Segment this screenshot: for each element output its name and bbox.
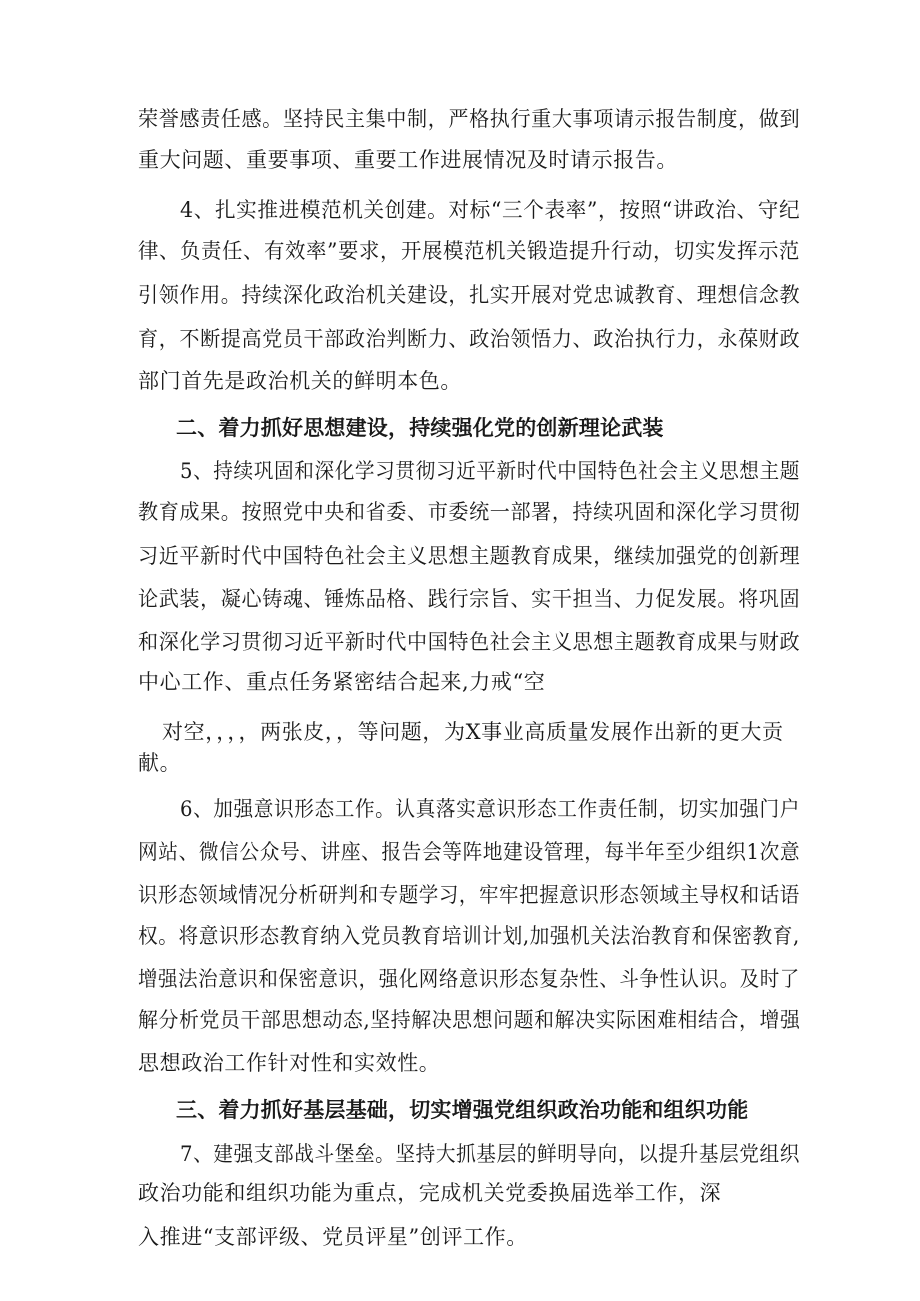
section-heading-3: 三、着力抓好基层基础，切实增强党组织政治功能和组织功能 — [176, 1098, 749, 1122]
item-5-line: 献。 — [138, 751, 182, 775]
item-5-line: 5、持续巩固和深化学习贯彻习近平新时代中国特色社会主义思想主题 — [180, 459, 800, 483]
item-5-line: 和深化学习贯彻习近平新时代中国特色社会主义思想主题教育成果与财政 — [138, 630, 801, 654]
item-6-line: 识形态领域情况分析研判和专题学习，牢牢把握意识形态领域主导权和话语 — [138, 883, 800, 907]
item-4-line: 4、扎实推进模范机关创建。对标“三个表率”，按照“讲政治、守纪 — [180, 198, 801, 222]
section-heading-2: 二、着力抓好思想建设，持续强化党的创新理论武装 — [176, 416, 664, 440]
item-7-line: 政治功能和组织功能为重点，完成机关党委换届选举工作，深 — [138, 1181, 722, 1205]
item-5-line: 论武装，凝心铸魂、锤炼品格、践行宗旨、实干担当、力促发展。将巩固 — [138, 587, 801, 611]
item-5-line: 中心工作、重点任务紧密结合起来,力戒“空 — [138, 670, 546, 694]
paragraph-line: 荣誉感责任感。坚持民主集中制，严格执行重大事项请示报告制度，做到 — [138, 107, 801, 131]
item-4-line: 部门首先是政治机关的鲜明本色。 — [138, 369, 462, 393]
item-6-line: 6、加强意识形态工作。认真落实意识形态工作责任制，切实加强门户 — [180, 797, 800, 821]
item-5-line: 教育成果。按照党中央和省委、市委统一部署，持续巩固和深化学习贯彻 — [138, 500, 801, 524]
paragraph-line: 重大问题、重要事项、重要工作进展情况及时请示报告。 — [138, 148, 678, 172]
item-6-line: 思想政治工作针对性和实效性。 — [138, 1051, 441, 1075]
item-4-line: 育，不断提高党员干部政治判断力、政治领悟力、政治执行力，永葆财政 — [138, 327, 801, 351]
item-5-line: 习近平新时代中国特色社会主义思想主题教育成果，继续加强党的创新理 — [138, 544, 801, 568]
item-4-line: 引领作用。持续深化政治机关建设，扎实开展对党忠诚教育、理想信念教 — [138, 283, 801, 307]
item-6-line: 解分析党员干部思想动态,坚持解决思想问题和解决实际困难相结合，增强 — [138, 1008, 801, 1032]
item-6-line: 权。将意识形态教育纳入党员教育培训计划,加强机关法治教育和保密教育, — [138, 924, 800, 948]
item-4-line: 律、负责任、有效率”要求，开展模范机关锻造提升行动，切实发挥示范 — [138, 239, 800, 263]
item-6-line: 增强法治意识和保密意识，强化网络意识形态复杂性、斗争性认识。及时了 — [138, 967, 800, 991]
item-6-line: 网站、微信公众号、讲座、报告会等阵地建设管理，每半年至少组织1次意 — [138, 840, 801, 864]
item-5-line: 对空，，，，两张皮，，等问题，为X事业高质量发展作出新的更大贡 — [162, 720, 784, 744]
item-7-line: 7、建强支部战斗堡垒。坚持大抓基层的鲜明导向，以提升基层党组织 — [180, 1142, 800, 1166]
item-7-line: 入推进“支部评级、党员评星”创评工作。 — [138, 1225, 528, 1249]
